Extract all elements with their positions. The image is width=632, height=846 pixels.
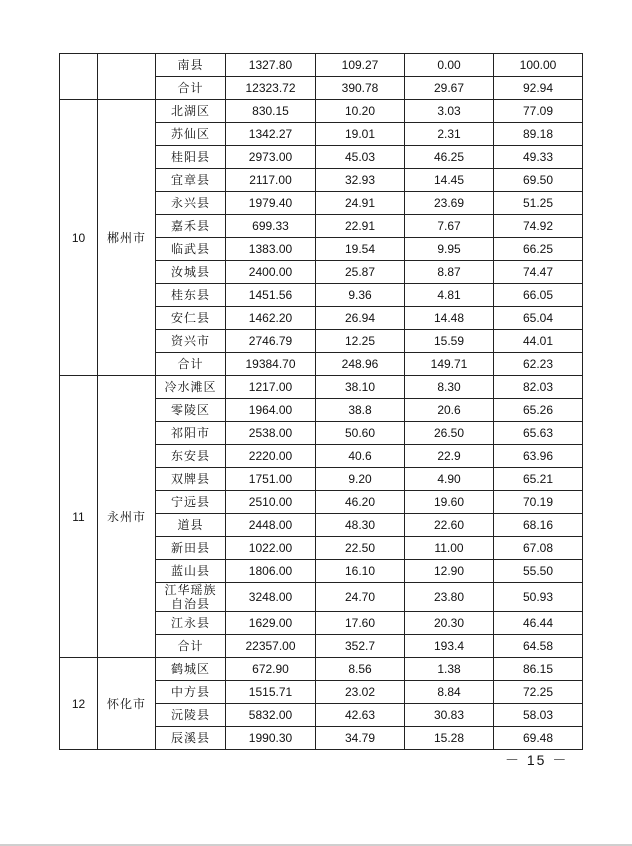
- value-a-cell: 352.7: [316, 635, 405, 658]
- area-cell: 2448.00: [226, 514, 316, 537]
- percent-cell: 67.08: [494, 537, 583, 560]
- percent-cell: 65.26: [494, 399, 583, 422]
- value-b-cell: 0.00: [405, 54, 494, 77]
- city-cell: 郴州市: [98, 100, 156, 376]
- county-cell: 资兴市: [156, 330, 226, 353]
- percent-cell: 86.15: [494, 658, 583, 681]
- county-cell: 南县: [156, 54, 226, 77]
- city-cell: 怀化市: [98, 658, 156, 750]
- value-b-cell: 1.38: [405, 658, 494, 681]
- area-cell: 1451.56: [226, 284, 316, 307]
- county-cell: 冷水滩区: [156, 376, 226, 399]
- county-cell: 合计: [156, 353, 226, 376]
- area-cell: 1462.20: [226, 307, 316, 330]
- value-a-cell: 12.25: [316, 330, 405, 353]
- county-cell: 宜章县: [156, 169, 226, 192]
- area-cell: 1979.40: [226, 192, 316, 215]
- area-cell: 1327.80: [226, 54, 316, 77]
- area-cell: 830.15: [226, 100, 316, 123]
- value-b-cell: 14.48: [405, 307, 494, 330]
- value-a-cell: 8.56: [316, 658, 405, 681]
- area-cell: 12323.72: [226, 77, 316, 100]
- area-cell: 5832.00: [226, 704, 316, 727]
- percent-cell: 66.05: [494, 284, 583, 307]
- percent-cell: 65.04: [494, 307, 583, 330]
- area-cell: 2538.00: [226, 422, 316, 445]
- area-cell: 1629.00: [226, 612, 316, 635]
- area-cell: 1751.00: [226, 468, 316, 491]
- area-cell: 1964.00: [226, 399, 316, 422]
- value-b-cell: 2.31: [405, 123, 494, 146]
- percent-cell: 66.25: [494, 238, 583, 261]
- value-a-cell: 34.79: [316, 727, 405, 750]
- area-cell: 2746.79: [226, 330, 316, 353]
- area-cell: 19384.70: [226, 353, 316, 376]
- value-a-cell: 26.94: [316, 307, 405, 330]
- county-cell: 临武县: [156, 238, 226, 261]
- percent-cell: 65.63: [494, 422, 583, 445]
- county-cell: 辰溪县: [156, 727, 226, 750]
- value-b-cell: 22.9: [405, 445, 494, 468]
- value-b-cell: 15.59: [405, 330, 494, 353]
- area-cell: 1217.00: [226, 376, 316, 399]
- percent-cell: 69.48: [494, 727, 583, 750]
- percent-cell: 100.00: [494, 54, 583, 77]
- county-cell: 新田县: [156, 537, 226, 560]
- table-row: [60, 376, 583, 399]
- value-b-cell: 23.80: [405, 583, 494, 612]
- value-a-cell: 9.36: [316, 284, 405, 307]
- value-a-cell: 46.20: [316, 491, 405, 514]
- value-b-cell: 7.67: [405, 215, 494, 238]
- data-table: [59, 53, 583, 750]
- value-b-cell: 20.30: [405, 612, 494, 635]
- value-b-cell: 9.95: [405, 238, 494, 261]
- county-cell: 苏仙区: [156, 123, 226, 146]
- value-a-cell: 22.50: [316, 537, 405, 560]
- value-b-cell: 19.60: [405, 491, 494, 514]
- county-cell: 鹤城区: [156, 658, 226, 681]
- county-cell: 合计: [156, 635, 226, 658]
- value-b-cell: 11.00: [405, 537, 494, 560]
- value-b-cell: 193.4: [405, 635, 494, 658]
- value-b-cell: 4.90: [405, 468, 494, 491]
- county-cell: 安仁县: [156, 307, 226, 330]
- county-cell: 江永县: [156, 612, 226, 635]
- table-row: [60, 100, 583, 123]
- percent-cell: 51.25: [494, 192, 583, 215]
- area-cell: 2117.00: [226, 169, 316, 192]
- percent-cell: 63.96: [494, 445, 583, 468]
- percent-cell: 55.50: [494, 560, 583, 583]
- group-index-cell: 10: [60, 100, 98, 376]
- county-cell: 北湖区: [156, 100, 226, 123]
- city-cell: 永州市: [98, 376, 156, 658]
- value-a-cell: 22.91: [316, 215, 405, 238]
- value-a-cell: 38.8: [316, 399, 405, 422]
- county-cell: 沅陵县: [156, 704, 226, 727]
- percent-cell: 64.58: [494, 635, 583, 658]
- percent-cell: 49.33: [494, 146, 583, 169]
- percent-cell: 65.21: [494, 468, 583, 491]
- value-a-cell: 38.10: [316, 376, 405, 399]
- county-cell: 桂东县: [156, 284, 226, 307]
- county-cell: 汝城县: [156, 261, 226, 284]
- percent-cell: 82.03: [494, 376, 583, 399]
- value-b-cell: 23.69: [405, 192, 494, 215]
- value-b-cell: 20.6: [405, 399, 494, 422]
- value-a-cell: 45.03: [316, 146, 405, 169]
- county-cell: 永兴县: [156, 192, 226, 215]
- area-cell: 1383.00: [226, 238, 316, 261]
- city-cell: [98, 54, 156, 100]
- value-a-cell: 40.6: [316, 445, 405, 468]
- area-cell: 22357.00: [226, 635, 316, 658]
- table-body: [60, 54, 583, 750]
- value-b-cell: 29.67: [405, 77, 494, 100]
- value-a-cell: 24.70: [316, 583, 405, 612]
- value-b-cell: 12.90: [405, 560, 494, 583]
- value-b-cell: 46.25: [405, 146, 494, 169]
- value-a-cell: 48.30: [316, 514, 405, 537]
- percent-cell: 58.03: [494, 704, 583, 727]
- value-a-cell: 50.60: [316, 422, 405, 445]
- area-cell: 1990.30: [226, 727, 316, 750]
- percent-cell: 62.23: [494, 353, 583, 376]
- value-b-cell: 8.84: [405, 681, 494, 704]
- percent-cell: 74.92: [494, 215, 583, 238]
- table-row: [60, 54, 583, 77]
- percent-cell: 70.19: [494, 491, 583, 514]
- value-a-cell: 25.87: [316, 261, 405, 284]
- value-a-cell: 16.10: [316, 560, 405, 583]
- percent-cell: 44.01: [494, 330, 583, 353]
- value-a-cell: 42.63: [316, 704, 405, 727]
- percent-cell: 89.18: [494, 123, 583, 146]
- percent-cell: 69.50: [494, 169, 583, 192]
- group-index-cell: [60, 54, 98, 100]
- area-cell: 1022.00: [226, 537, 316, 560]
- value-b-cell: 22.60: [405, 514, 494, 537]
- percent-cell: 72.25: [494, 681, 583, 704]
- value-b-cell: 15.28: [405, 727, 494, 750]
- page-number: － 15 －: [505, 752, 569, 768]
- value-b-cell: 4.81: [405, 284, 494, 307]
- value-a-cell: 24.91: [316, 192, 405, 215]
- area-cell: 1806.00: [226, 560, 316, 583]
- county-cell: 双牌县: [156, 468, 226, 491]
- value-a-cell: 19.54: [316, 238, 405, 261]
- area-cell: 2973.00: [226, 146, 316, 169]
- value-b-cell: 149.71: [405, 353, 494, 376]
- county-cell: 蓝山县: [156, 560, 226, 583]
- value-a-cell: 109.27: [316, 54, 405, 77]
- group-index-cell: 11: [60, 376, 98, 658]
- value-a-cell: 390.78: [316, 77, 405, 100]
- value-a-cell: 19.01: [316, 123, 405, 146]
- area-cell: 2220.00: [226, 445, 316, 468]
- area-cell: 3248.00: [226, 583, 316, 612]
- value-a-cell: 9.20: [316, 468, 405, 491]
- area-cell: 672.90: [226, 658, 316, 681]
- county-cell: 江华瑶族 自治县: [156, 583, 226, 612]
- area-cell: 2400.00: [226, 261, 316, 284]
- value-a-cell: 17.60: [316, 612, 405, 635]
- value-b-cell: 8.87: [405, 261, 494, 284]
- percent-cell: 92.94: [494, 77, 583, 100]
- county-cell: 祁阳市: [156, 422, 226, 445]
- percent-cell: 77.09: [494, 100, 583, 123]
- percent-cell: 68.16: [494, 514, 583, 537]
- county-cell: 宁远县: [156, 491, 226, 514]
- group-index-cell: 12: [60, 658, 98, 750]
- value-a-cell: 32.93: [316, 169, 405, 192]
- value-a-cell: 23.02: [316, 681, 405, 704]
- table-row: [60, 658, 583, 681]
- area-cell: 1342.27: [226, 123, 316, 146]
- county-cell: 零陵区: [156, 399, 226, 422]
- county-cell: 道县: [156, 514, 226, 537]
- county-cell: 中方县: [156, 681, 226, 704]
- value-b-cell: 8.30: [405, 376, 494, 399]
- value-b-cell: 14.45: [405, 169, 494, 192]
- percent-cell: 50.93: [494, 583, 583, 612]
- area-cell: 1515.71: [226, 681, 316, 704]
- percent-cell: 74.47: [494, 261, 583, 284]
- value-b-cell: 30.83: [405, 704, 494, 727]
- value-a-cell: 10.20: [316, 100, 405, 123]
- value-a-cell: 248.96: [316, 353, 405, 376]
- value-b-cell: 26.50: [405, 422, 494, 445]
- area-cell: 699.33: [226, 215, 316, 238]
- percent-cell: 46.44: [494, 612, 583, 635]
- county-cell: 东安县: [156, 445, 226, 468]
- county-cell: 桂阳县: [156, 146, 226, 169]
- county-cell: 嘉禾县: [156, 215, 226, 238]
- area-cell: 2510.00: [226, 491, 316, 514]
- value-b-cell: 3.03: [405, 100, 494, 123]
- county-cell: 合计: [156, 77, 226, 100]
